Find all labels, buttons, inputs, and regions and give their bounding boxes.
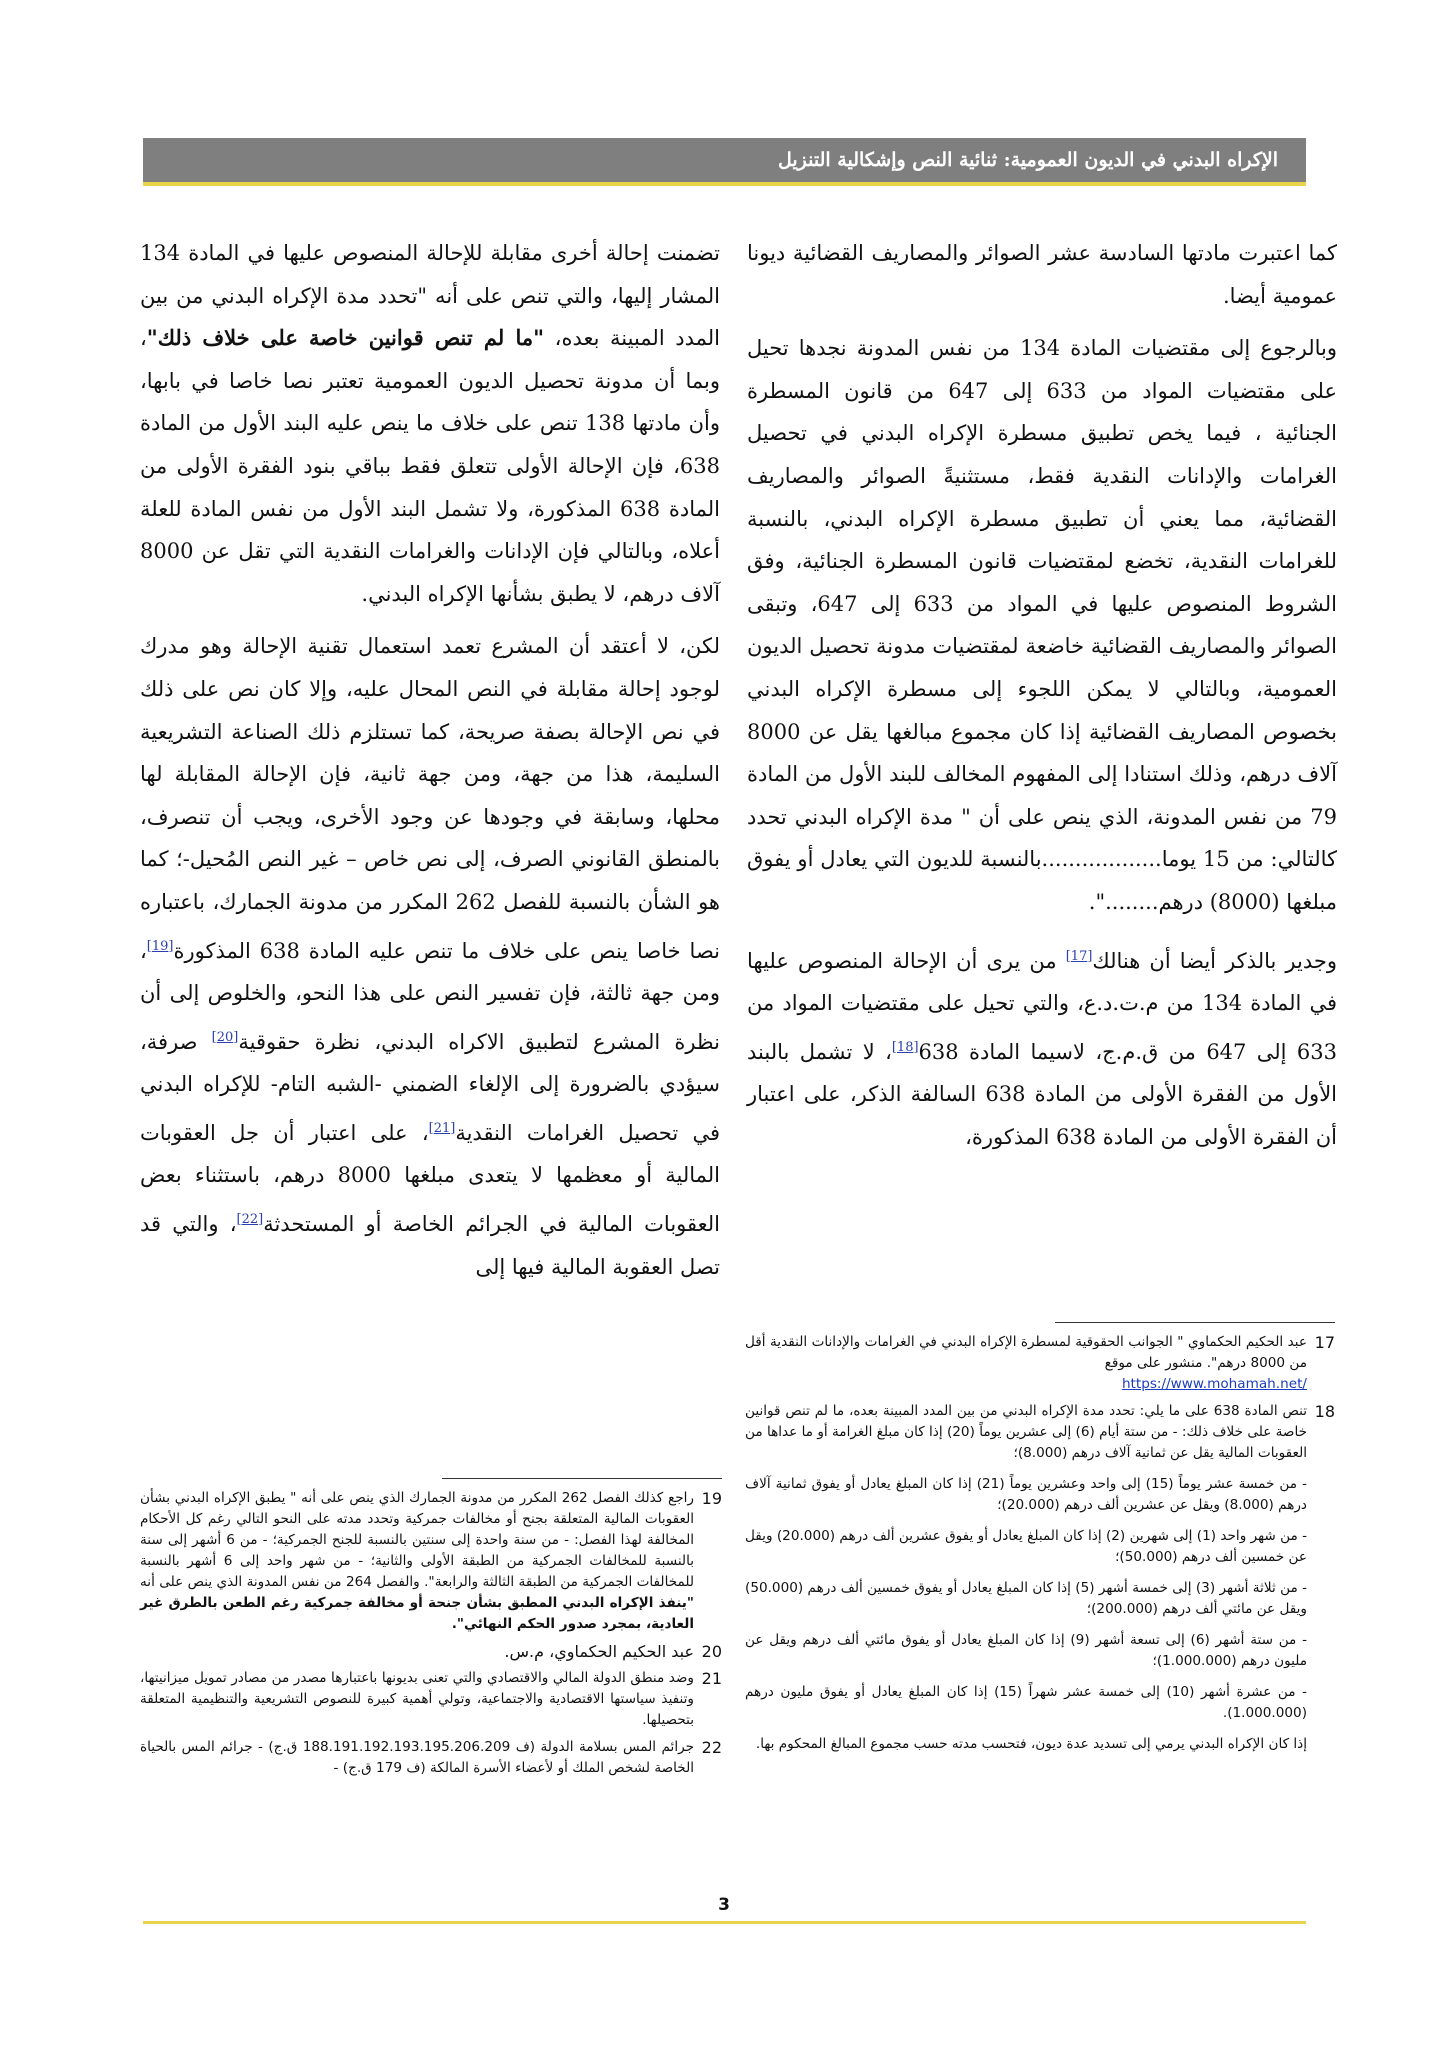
footnote-22 — [140, 1737, 722, 1779]
footnote-text: - من ثلاثة أشهر (3) إلى خمسة أشهر (5) إذا كان المبلغ يعادل أو يفوق خمسين ألف درهم (50.000) ويقل عن مائتي ألف درهم (200.000)؛ — [745, 1580, 1307, 1617]
paragraph-text: من يرى أن الإحالة المنصوص عليها في المادة 134 من م.ت.د.ع، والتي تحيل على مقتضيات المواد من 633 إلى 647 من ق.م.ج، لاسيما المادة 638 — [747, 948, 1337, 1064]
footnote-link[interactable]: https://www.mohamah.net/ — [1121, 1376, 1307, 1392]
footnote-ref-17[interactable]: [17] — [1065, 948, 1093, 964]
paragraph — [140, 232, 720, 615]
footnote-20 — [140, 1641, 722, 1662]
footnote-text: عبد الحكيم الحكماوي " الجوانب الحقوقية لمسطرة الإكراه البدني في الغرامات والإدانات النقدية أقل من 8000 درهم". منشور على موقع — [745, 1334, 1307, 1371]
paragraph-text: ، وبما أن مدونة تحصيل الديون العمومية تعتبر نصا خاصا في بابها، وأن مادتها 138 تنص على خلاف ما ينص عليه البند الأول من المادة 638، فإن الإحالة الأولى تتعلق فقط بباقي بنود الفقرة الأولى من المادة 638 المذكورة، ولا تشمل البند الأول من نفس المادة للعلة أعلاه، وبالتالي فإن الإدانات والغرامات النقدية التي تقل عن 8000 آلاف درهم، لا يطبق بشأنها الإكراه البدني. — [140, 326, 721, 606]
footnote-ref-21[interactable]: [21] — [428, 1120, 456, 1136]
footnote-number: 17 — [1314, 1333, 1335, 1352]
bold-quote: "ما لم تنص قوانين خاصة على خلاف ذلك" — [146, 325, 545, 351]
footnote-text: عبد الحكيم الحكماوي، م.س. — [504, 1642, 694, 1661]
footnote-text: جرائم المس بسلامة الدولة (ف 188.191.192.193.195.206.209 ق.ج) - جرائم المس بالحياة الخاصة لشخص الملك أو لأعضاء الأسرة المالكة (ف 179 ق.ج) - — [140, 1739, 694, 1776]
paragraph-text: ، والتي قد تصل العقوبة المالية فيها إلى — [140, 1212, 720, 1279]
paragraph — [747, 327, 1337, 923]
footnote-number: 19 — [701, 1489, 722, 1508]
running-header — [143, 138, 1306, 182]
paragraph-text: وبالرجوع إلى مقتضيات المادة 134 من نفس المدونة نجدها تحيل على مقتضيات المواد من 633 إلى 647 من قانون المسطرة الجنائية ، فيما يخص تطبيق مسطرة الإكراه البدني في تحصيل الغرامات والإدانات النقدية فقط، مستثنيةً الصوائر والمصاريف القضائية، مما يعني أن تطبيق مسطرة الإكراه البدني، بالنسبة للغرامات النقدية، تخضع لمقتضيات قانون المسطرة الجنائية، وفق الشروط المنصوص عليها في المواد من 633 إلى 647، وتبقى الصوائر والمصاريف القضائية خاضعة لمقتضيات مدونة تحصيل الديون العمومية، وبالتالي لا يمكن اللجوء إلى مسطرة الإكراه البدني بخصوص المصاريف القضائية إذا كان مجموع مبالغها يقل عن 8000 آلاف درهم، وذلك استنادا إلى المفهوم المخالف للبند الأول من المادة 79 من نفس المدونة، الذي ينص على أن " مدة الإكراه البدني تحدد كالتالي: من 15 يوما..................بالنسبة للديون التي يعادل أو يفوق مبلغها (8000) درهم........". — [747, 336, 1337, 914]
right-text-column — [747, 232, 1337, 1158]
footnote-ref-20[interactable]: [20] — [211, 1029, 239, 1045]
footnote-text: - من عشرة أشهر (10) إلى خمسة عشر شهراً (15) إذا كان المبلغ يعادل أو يفوق مليون درهم (1.000.000). — [745, 1684, 1307, 1721]
footnote-number: 21 — [701, 1669, 722, 1688]
paragraph-text: صرفة، سيؤدي بالضرورة إلى الإلغاء الضمني -الشبه التام- للإكراه البدني في تحصيل الغرامات النقدية — [140, 1029, 720, 1145]
footnote-number: 18 — [1314, 1402, 1335, 1421]
running-header-title: الإكراه البدني في الديون العمومية: ثنائية النص وإشكالية التنزيل — [777, 149, 1278, 171]
footnote-number: 22 — [701, 1738, 722, 1757]
paragraph-text: تضمنت إحالة أخرى مقابلة للإحالة المنصوص عليها في المادة 134 المشار إليها، والتي تنص على أنه "تحدد مدة الإكراه البدني من بين المدد المبينة بعده، — [140, 241, 720, 351]
footnote-text: - من ستة أشهر (6) إلى تسعة أشهر (9) إذا كان المبلغ يعادل أو يفوق مائتي ألف درهم ويقل عن مليون درهم (1.000.000)؛ — [745, 1632, 1307, 1669]
footnote-separator — [1055, 1322, 1335, 1323]
footnote-ref-22[interactable]: [22] — [236, 1212, 264, 1228]
left-text-column — [140, 232, 720, 1288]
footnote-text: راجع كذلك الفصل 262 المكرر من مدونة الجمارك الذي ينص على أنه " يطبق الإكراه البدني بشأن العقوبات المالية المتعلقة بجنح أو مخالفات جمركية وتحدد مدته على النحو التالي رغم كل الأحكام المخالفة لهذا الفصل: - من سنة واحدة إلى سنتين بالنسبة للجنح الجمركية؛ - من 6 أشهر إلى سنة بالنسبة للمخالفات الجمركية من الطبقة الأولى والثانية؛ - من شهر واحد إلى 6 أشهر بالنسبة للمخالفات الجمركية من الطبقة الثالثة والرابعة". والفصل 264 من نفس المدونة الذي ينص على أنه — [140, 1490, 695, 1590]
footnote-17 — [745, 1332, 1335, 1395]
footnote-21 — [140, 1668, 722, 1731]
footnote-text: وضد منطق الدولة المالي والاقتصادي والتي تعنى بديونها باعتبارها مصدر من مصادر تمويل ميزانيتها، وتنفيذ سياستها الاقتصادية والاجتماعية، وتولي أهمية كبيرة للنصوص التشريعية والتنظيمية المتعلقة بتحصيلها. — [140, 1670, 694, 1728]
footnote-number: 20 — [701, 1642, 722, 1661]
footnote-text: - من شهر واحد (1) إلى شهرين (2) إذا كان المبلغ يعادل أو يفوق عشرين ألف درهم (20.000) ويقل عن خمسين ألف درهم (50.000)؛ — [745, 1528, 1307, 1565]
footer-accent-line — [143, 1921, 1306, 1924]
paragraph — [747, 232, 1337, 317]
paragraph — [140, 625, 720, 1288]
footnote-text: إذا كان الإكراه البدني يرمي إلى تسديد عدة ديون، فتحسب مدته حسب مجموع المبالغ المحكوم بها. — [755, 1736, 1307, 1752]
footnote-ref-18[interactable]: [18] — [891, 1039, 919, 1055]
footnote-text: - من خمسة عشر يوماً (15) إلى واحد وعشرين يوماً (21) إذا كان المبلغ يعادل أو يفوق ثمانية آلاف درهم (8.000) ويقل عن عشرين ألف درهم (20.000)؛ — [745, 1476, 1307, 1513]
footnote-bold-text: "ينفذ الإكراه البدني المطبق بشأن جنحة أو مخالفة جمركية رغم الطعن بالطرق غير العادية، بمجرد صدور الحكم النهائي". — [140, 1595, 694, 1632]
paragraph-text: لكن، لا أعتقد أن المشرع تعمد استعمال تقنية الإحالة وهو مدرك لوجود إحالة مقابلة في النص المحال عليه، وإلا كان نص على ذلك في نص الإحالة بصفة صريحة، كما تستلزم ذلك الصناعة التشريعية السليمة، هذا من جهة، ومن جهة ثانية، فإن الإحالة المقابلة لها محلها، وسابقة في وجودها عن وجود الأخرى، ويجب أن تنصرف، بالمنطق القانوني الصرف، إلى نص خاص – غير النص المُحيل-؛ كما هو الشأن بالنسبة للفصل 262 المكرر من مدونة الجمارك، باعتباره نصا خاصا ينص على خلاف ما تنص عليه المادة 638 المذكورة — [140, 634, 721, 963]
paragraph-text: ، على اعتبار أن جل العقوبات المالية أو معظمها لا يتعدى مبلغها 8000 درهم، باستثناء بعض العقوبات المالية في الجرائم الخاصة أو المستحدثة — [140, 1120, 721, 1237]
footnote-separator — [442, 1478, 722, 1479]
page-number: 3 — [718, 1895, 730, 1915]
paragraph — [747, 934, 1337, 1159]
footnote-18 — [745, 1401, 1335, 1765]
footnote-19 — [140, 1488, 722, 1635]
right-footnotes — [745, 1332, 1335, 1771]
left-footnotes — [140, 1488, 722, 1785]
footnote-ref-19[interactable]: [19] — [146, 938, 174, 954]
footnote-text: تنص المادة 638 على ما يلي: تحدد مدة الإكراه البدني من بين المدد المبينة بعده، ما لم تنص قوانين خاصة على خلاف ذلك: - من ستة أيام (6) إلى عشرين يوماً (20) إذا كان مبلغ الغرامة أو ما عداها من العقوبات المالية يقل عن ثمانية آلاف درهم (8.000)؛ — [745, 1403, 1308, 1461]
paragraph-text: ، لا تشمل بالبند الأول من الفقرة الأولى من المادة 638 السالفة الذكر، على اعتبار أن الفقرة الأولى من المادة 638 المذكورة، — [747, 1039, 1338, 1149]
paragraph-text: كما اعتبرت مادتها السادسة عشر الصوائر والمصاريف القضائية ديونا عمومية أيضا. — [747, 241, 1337, 308]
header-accent-line — [143, 182, 1306, 186]
paragraph-text: ، ومن جهة ثالثة، فإن تفسير النص على هذا النحو، والخلوص إلى أن نظرة المشرع لتطبيق الاكراه البدني، نظرة حقوقية — [140, 938, 720, 1054]
paragraph-text: وجدير بالذكر أيضا أن هنالك — [1092, 948, 1337, 973]
